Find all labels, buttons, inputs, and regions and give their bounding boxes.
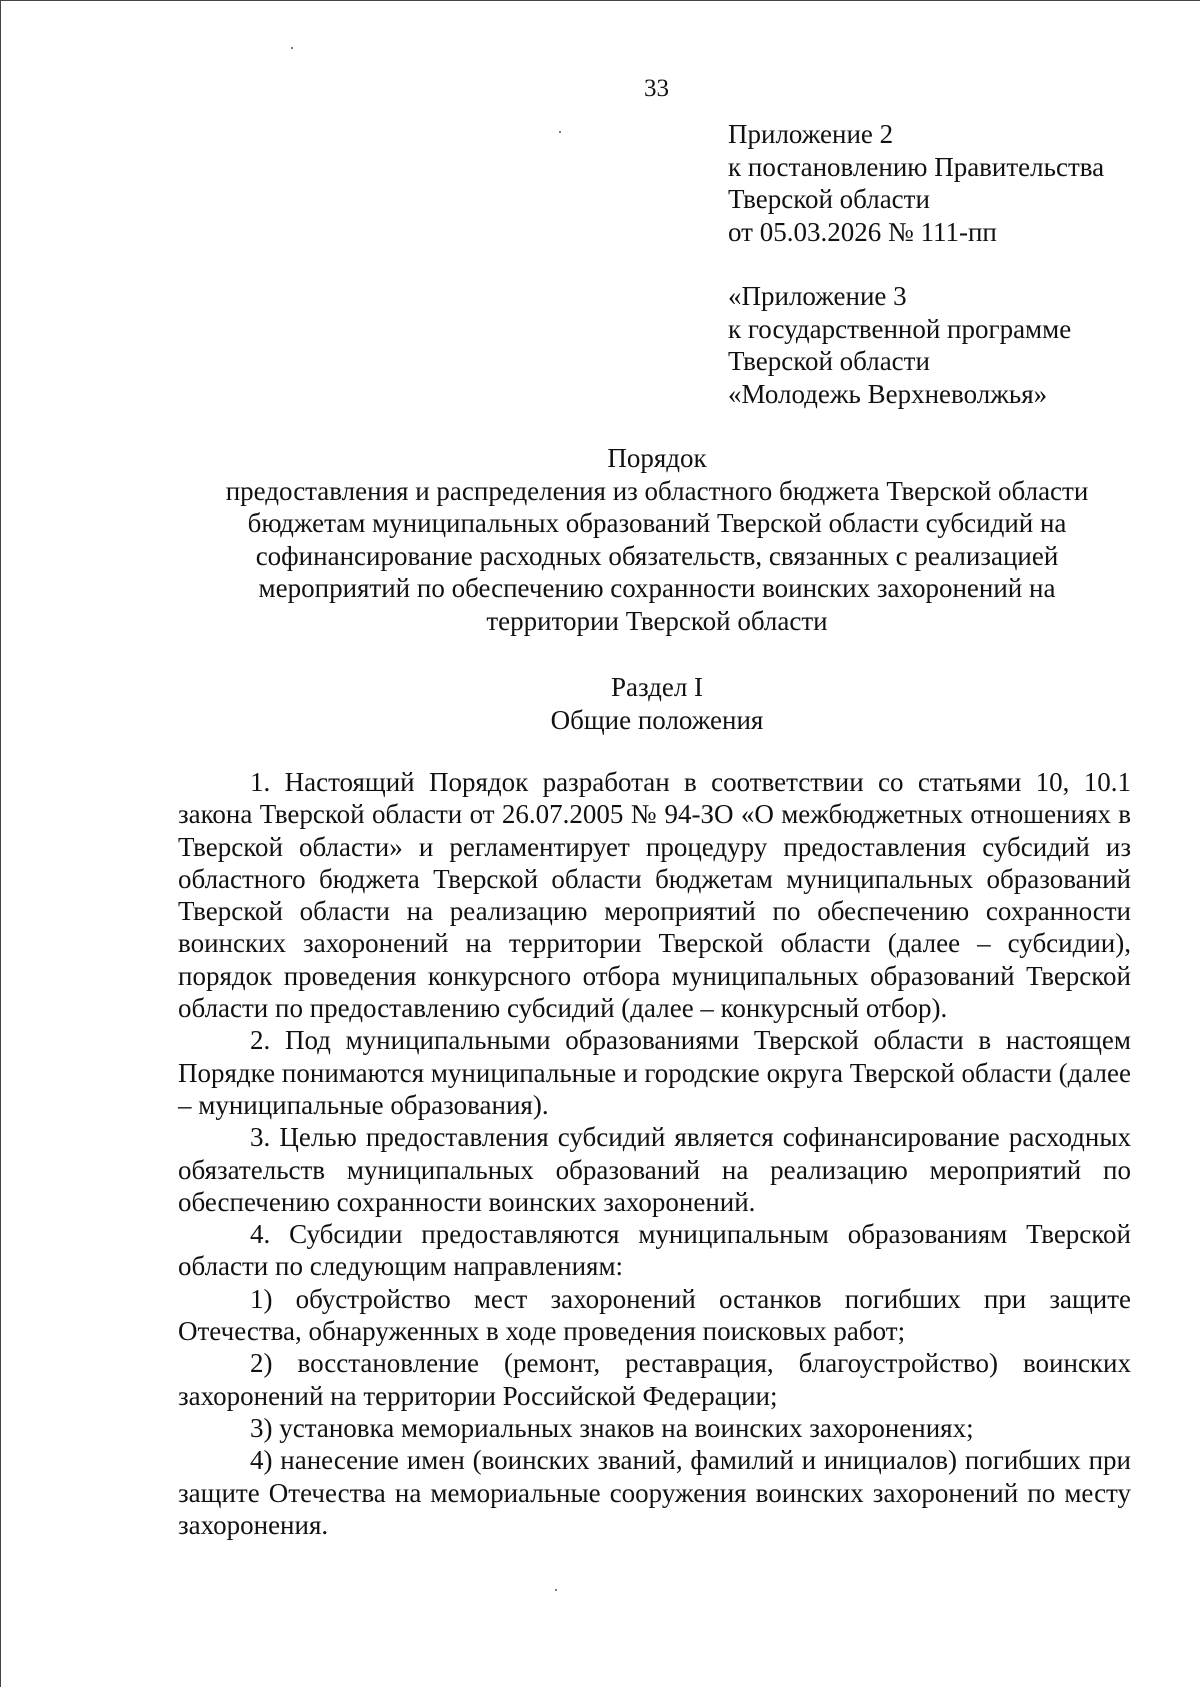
appendix-2-line: от 05.03.2026 № 111-пп (728, 216, 997, 247)
list-item: 4) нанесение имен (воинских званий, фамилий и инициалов) погибших при защите Отечества на мемориальные сооружения воинских захоронений по месту захоронения. (178, 1445, 1131, 1540)
appendix-2-line: Тверской области (728, 184, 930, 214)
title-line: мероприятий по обеспечению сохранности воинских захоронений на (258, 573, 1056, 603)
appendix-3-line: к государственной программе (728, 313, 1072, 344)
appendix-3-line: «Приложение 3 (728, 281, 907, 311)
appendix-3-line: «Молодежь Верхневолжья» (728, 378, 1048, 409)
appendix-2-line: Приложение 2 (728, 119, 894, 149)
section-number: Раздел I (610, 672, 704, 702)
paragraph: 2. Под муниципальными образованиями Тверской области в настоящем Порядке понимаются муниципальные и городские округа Тверской области (далее – муниципальные образования). (178, 1025, 1131, 1120)
document-body (178, 766, 1131, 1541)
title-line: софинансирование расходных обязательств, связанных с реализацией (255, 540, 1059, 571)
title-line: бюджетам муниципальных образований Тверской области субсидий на (247, 508, 1067, 538)
paragraph: 1. Настоящий Порядок разработан в соответствии со статьями 10, 10.1 закона Тверской области от 26.07.2005 № 94-ЗО «О межбюджетных отношениях в Тверской области» и регламентирует процедуру предоставления субсидий из областного бюджета Тверской области бюджетам муниципальных образований Тверской области на реализацию мероприятий по обеспечению сохранности воинских захоронений на территории Тверской области (далее – субсидии), порядок проведения конкурсного отбора муниципальных образований Тверской области по предоставлению субсидий (далее – конкурсный отбор). (178, 767, 1131, 1024)
list-item: 2) восстановление (ремонт, реставрация, благоустройство) воинских захоронений на территории Российской Федерации; (178, 1348, 1131, 1411)
appendix-3-header (728, 280, 1188, 410)
appendix-3-line: Тверской области (728, 346, 930, 376)
section-heading (178, 671, 1136, 736)
section-name: Общие положения (550, 704, 764, 735)
appendix-2-header (728, 118, 1188, 248)
title-line: предоставления и распределения из областного бюджета Тверской области (225, 475, 1089, 506)
scan-speck (559, 131, 561, 133)
paragraph: 4. Субсидии предоставляются муниципальным образованиям Тверской области по следующим направлениям: (178, 1219, 1131, 1282)
appendix-2-line: к постановлению Правительства (728, 151, 1105, 182)
list-item: 3) установка мемориальных знаков на воинских захоронениях; (250, 1412, 974, 1443)
title-heading: Порядок (607, 443, 707, 473)
list-item: 1) обустройство мест захоронений останков погибших при защите Отечества, обнаруженных в ходе проведения поисковых работ; (178, 1283, 1131, 1347)
paragraph: 3. Целью предоставления субсидий является софинансирование расходных обязательств муниципальных образований на реализацию мероприятий по обеспечению сохранности воинских захоронений. (178, 1122, 1131, 1217)
page-number: 33 (644, 75, 669, 102)
scan-speck (291, 47, 293, 49)
scan-speck (555, 1589, 557, 1591)
document-title (178, 442, 1136, 637)
title-line: территории Тверской области (486, 605, 828, 636)
